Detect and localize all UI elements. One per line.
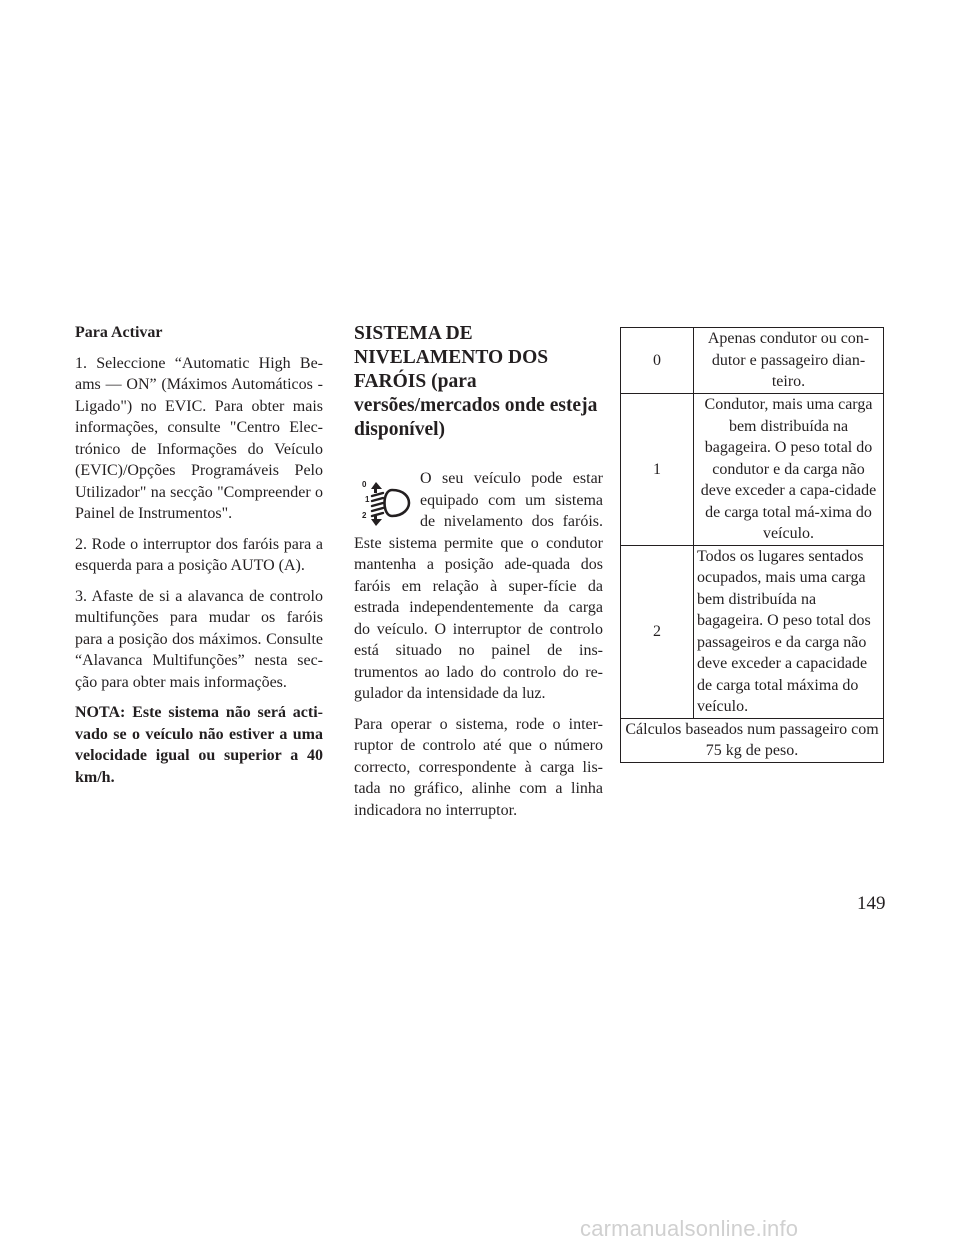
- middle-column: [354, 322, 603, 830]
- watermark: carmanualsonline.info: [580, 1216, 799, 1241]
- table-footnote: Cálculos baseados num passageiro com 75 kg de peso.: [621, 718, 884, 762]
- icon-label-2: 2: [362, 511, 367, 520]
- description-cell: Condutor, mais uma carga bem distribuída na bagageira. O peso total do condutor e da carga não deve exceder a capa-cidade de carga total má-xima do veículo.: [694, 394, 884, 546]
- description-cell: Apenas condutor ou con-dutor e passageiro dian-teiro.: [694, 328, 884, 394]
- note-paragraph: NOTA: Este sistema não será acti-vado se o veículo não estiver a uma velocidade igual ou superior a 40 km/h.: [75, 704, 323, 786]
- table-footer-row: [621, 718, 884, 762]
- section-title: SISTEMA DE NIVELAMENTO DOS FARÓIS (para versões/mercados onde esteja disponível): [354, 323, 598, 440]
- position-cell: 2: [621, 545, 694, 718]
- description-cell: Todos os lugares sentados ocupados, mais uma carga bem distribuída na bagageira. O peso total dos passageiros e da carga não deve exceder a capacidade de carga total máxima do veículo.: [694, 545, 884, 718]
- headlamp-leveling-icon: [354, 470, 416, 530]
- page-number: 149: [857, 893, 886, 914]
- operation-paragraph: Para operar o sistema, rode o inter-ruptor de controlo até que o número correcto, correspondente à carga lis-tada no gráfico, alinhe com a linha indicadora no interruptor.: [354, 715, 603, 819]
- step-2-paragraph: 2. Rode o interruptor dos faróis para a esquerda para a posição AUTO (A).: [75, 535, 323, 574]
- step-3-paragraph: 3. Afaste de si a alavanca de controlo multifunções para mudar os faróis para a posição dos máximos. Consulte “Alavanca Multifunções” nesta sec-ção para obter mais informações.: [75, 587, 323, 691]
- section-subheading: Para Activar: [75, 324, 163, 341]
- left-column: [75, 322, 323, 797]
- position-cell: 0: [621, 328, 694, 394]
- icon-label-1: 1: [365, 495, 370, 504]
- table-row: [621, 545, 884, 718]
- load-positions-table: [620, 327, 884, 763]
- intro-paragraph: O seu veículo pode estar equipado com um sistema de nivelamento dos faróis. Este sistema permite que o condutor mantenha a posição ade-quada dos faróis em relação à super-fície da estrada independentemente da carga do veículo. O interruptor de controlo está situado no painel de ins-trumentos ao lado do controlo do re-gulador da intensidade da luz.: [354, 470, 603, 702]
- step-1-paragraph: 1. Seleccione “Automatic High Be-ams — ON” (Máximos Automáticos - Ligado") no EVIC. Para obter mais informações, consulte "Centro Elec-trónico de Informações do Veículo (EVIC)/Opções Programáveis Pelo Utilizador" na secção "Compreender o Painel de Instrumentos".: [75, 354, 323, 522]
- table-row: [621, 328, 884, 394]
- table-row: [621, 394, 884, 546]
- position-cell: 1: [621, 394, 694, 546]
- icon-label-0: 0: [362, 480, 367, 489]
